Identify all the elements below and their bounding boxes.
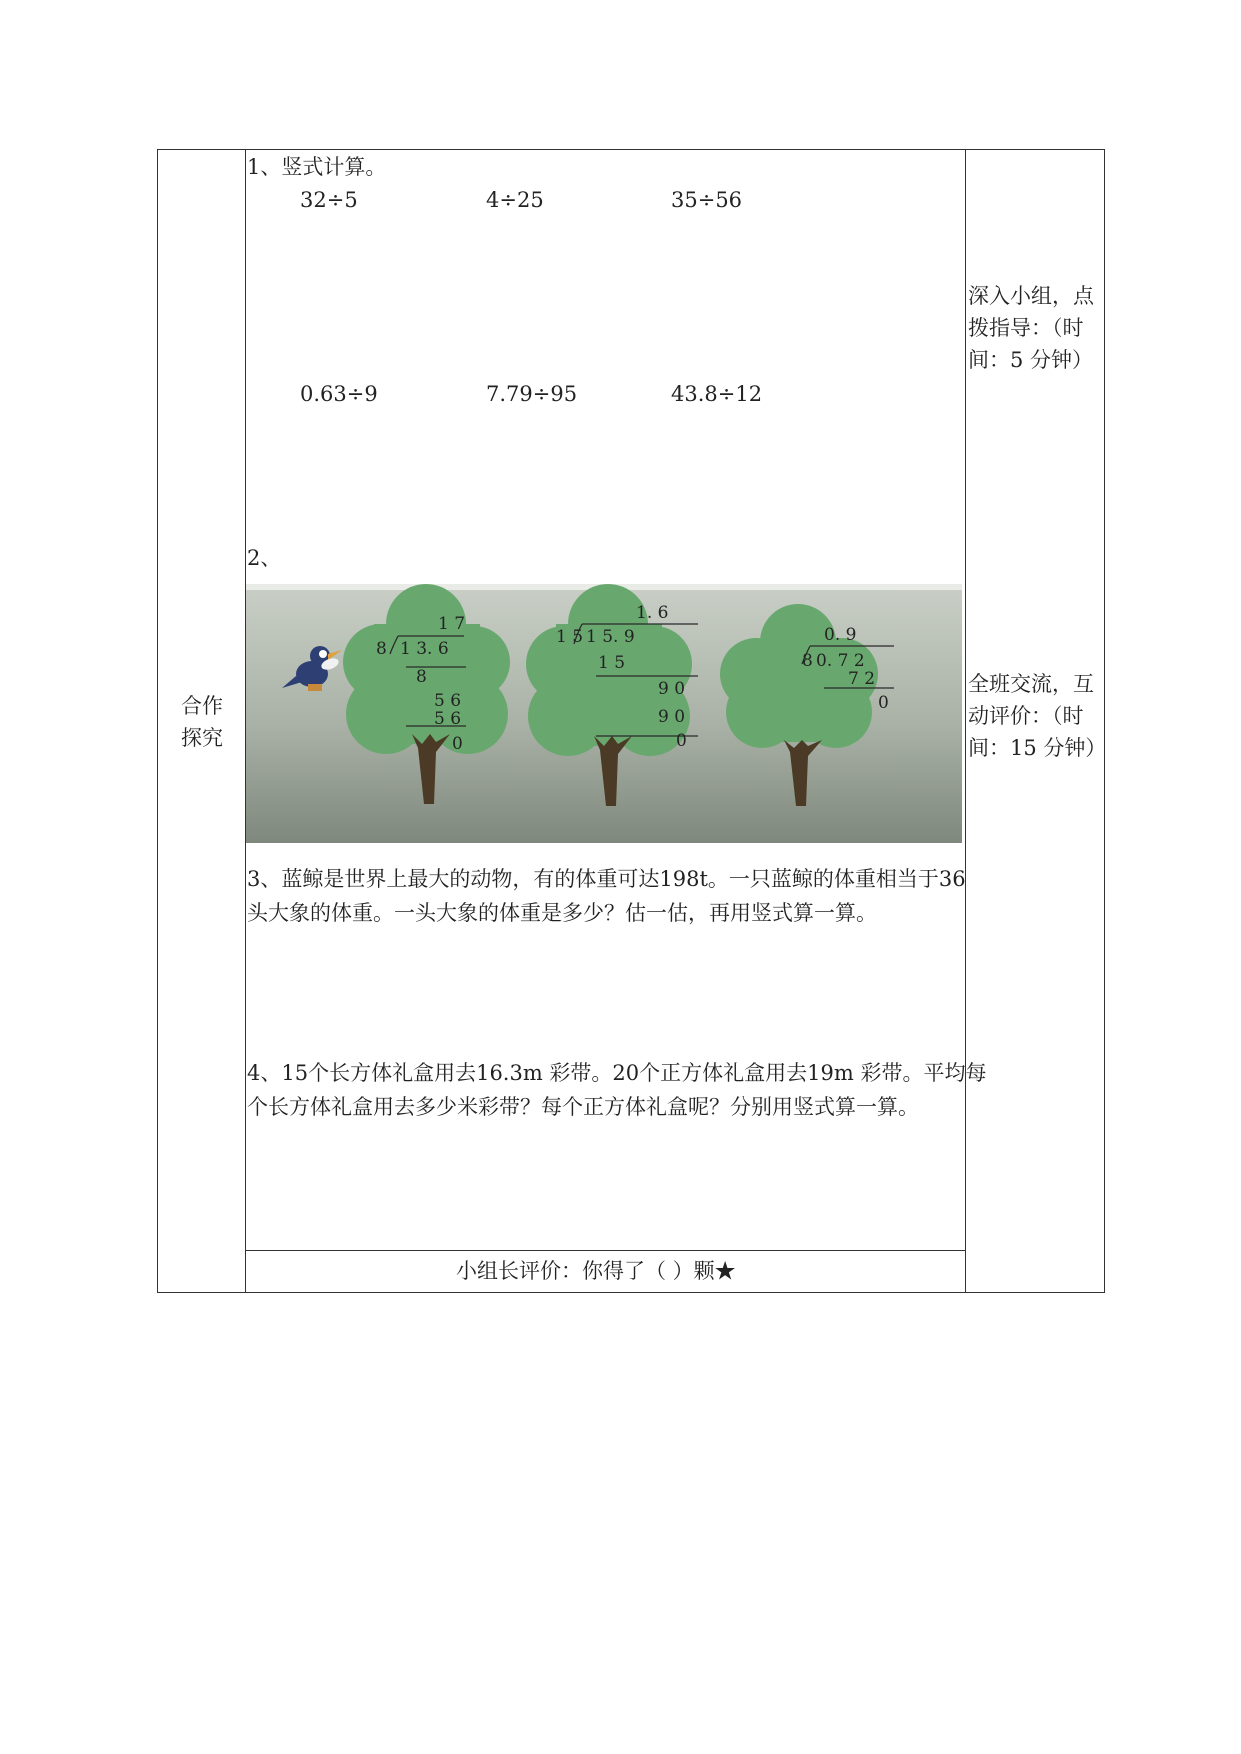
table-border-right	[1104, 149, 1105, 1293]
tree3-step-2: 0	[878, 693, 889, 713]
tree2-quotient: 1. 6	[636, 603, 669, 623]
tree1-quotient: 1 7	[438, 614, 466, 634]
q2-number: 2、	[247, 546, 282, 570]
note2-line3: 间：15 分钟）	[968, 736, 1107, 760]
tree3-quotient: 0. 9	[824, 625, 857, 645]
q1-problem-5: 7.79÷95	[486, 382, 578, 406]
q3-text-line2: 头大象的体重。一头大象的体重是多少？估一估，再用竖式算一算。	[247, 901, 877, 925]
tree1-divisor: 8	[376, 639, 387, 659]
tree2-step-1: 1 5	[598, 653, 626, 673]
tree3-divisor: 8	[802, 651, 813, 671]
table-border-top	[157, 149, 1105, 150]
footer-row-divider	[245, 1250, 966, 1251]
tree1-step-4: 0	[452, 734, 463, 754]
tree1-dividend: 1 3. 6	[400, 639, 449, 659]
table-border-bottom	[157, 1292, 1105, 1293]
q1-problem-4: 0.63÷9	[300, 382, 378, 406]
note1-line1: 深入小组，点	[968, 284, 1094, 308]
tree1-step-2: 5 6	[434, 691, 462, 711]
q1-title: 1、竖式计算。	[247, 155, 387, 179]
note1-line3: 间：5 分钟）	[968, 348, 1094, 372]
q4-text-line1: 4、15个长方体礼盒用去16.3m 彩带。20个正方体礼盒用去19m 彩带。平均每	[247, 1061, 987, 1085]
tree2-divisor: 1 5	[556, 627, 584, 647]
tree2-dividend: 1 5. 9	[586, 627, 635, 647]
note2-line1: 全班交流，互	[968, 672, 1094, 696]
group-leader-evaluation: 小组长评价：你得了（ ）颗★	[456, 1259, 736, 1283]
q1-problem-2: 4÷25	[486, 188, 544, 212]
tree1-step-1: 8	[416, 667, 427, 687]
note1-line2: 拨指导：（时	[968, 316, 1084, 340]
q4-text-line2: 个长方体礼盒用去多少米彩带？每个正方体礼盒呢？分别用竖式算一算。	[247, 1095, 919, 1119]
q1-problem-3: 35÷56	[671, 188, 743, 212]
tree3-dividend: 0. 7 2	[816, 651, 865, 671]
note2-line2: 动评价：（时	[968, 704, 1084, 728]
tree2-step-4: 0	[676, 731, 687, 751]
q1-problem-1: 32÷5	[300, 188, 358, 212]
section-label-line1: 合作	[181, 694, 223, 718]
q3-text-line1: 3、蓝鲸是世界上最大的动物，有的体重可达198t。一只蓝鲸的体重相当于36	[247, 867, 966, 891]
tree3-step-1: 7 2	[848, 669, 876, 689]
tree2-step-3: 9 0	[658, 707, 686, 727]
table-divider-2	[965, 149, 966, 1293]
q1-problem-6: 43.8÷12	[671, 382, 763, 406]
section-label-line2: 探究	[181, 726, 223, 750]
table-border-left	[157, 149, 158, 1293]
division-trees-photo	[246, 584, 962, 843]
tree2-step-2: 9 0	[658, 679, 686, 699]
tree1-step-3: 5 6	[434, 709, 462, 729]
